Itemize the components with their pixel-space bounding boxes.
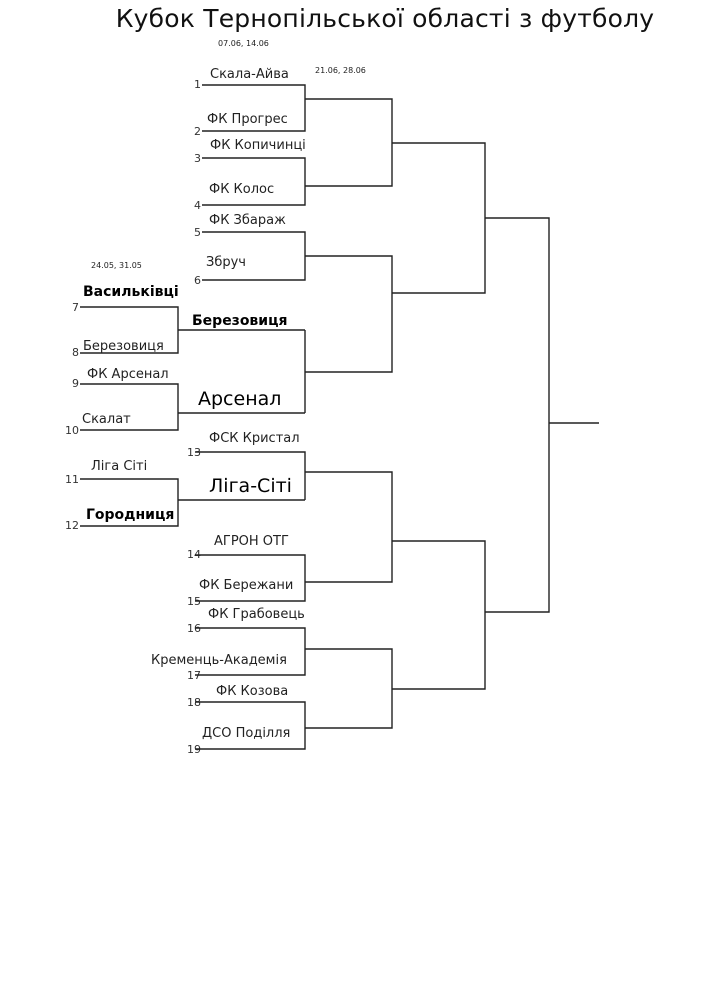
team-18: ФК Козова xyxy=(216,684,289,699)
team-7: Васильківці xyxy=(83,284,179,300)
team-15: ФК Бережани xyxy=(199,578,294,593)
date-round1: 07.06, 14.06 xyxy=(218,39,269,48)
seed-16: 16 xyxy=(187,622,201,635)
team-12: Городниця xyxy=(86,507,175,523)
seed-7: 7 xyxy=(72,301,79,314)
team-2: ФК Прогрес xyxy=(207,112,288,127)
page-title: Кубок Тернопільської області з футболу xyxy=(115,4,655,33)
seed-1: 1 xyxy=(194,78,201,91)
seed-14: 14 xyxy=(187,548,201,561)
seed-10: 10 xyxy=(65,424,79,437)
seed-6: 6 xyxy=(194,274,201,287)
winner-11-12: Ліга-Сіті xyxy=(209,475,292,497)
team-11: Ліга Сіті xyxy=(91,459,148,474)
seed-19: 19 xyxy=(187,743,201,756)
line-qf-3 xyxy=(305,472,392,582)
seed-5: 5 xyxy=(194,226,201,239)
seed-17: 17 xyxy=(187,669,201,682)
team-19: ДСО Поділля xyxy=(202,726,291,741)
date-prelim: 24.05, 31.05 xyxy=(91,261,142,270)
team-14: АГРОН ОТГ xyxy=(214,534,289,549)
team-13: ФСК Кристал xyxy=(209,431,300,446)
team-9: ФК Арсенал xyxy=(87,367,169,382)
team-17: Кременць-Академія xyxy=(151,653,287,668)
line-qf-1 xyxy=(305,99,392,186)
team-6: Збруч xyxy=(206,255,246,270)
seed-4: 4 xyxy=(194,199,201,212)
seed-15: 15 xyxy=(187,595,201,608)
winner-9-10: Арсенал xyxy=(198,388,282,410)
winner-7-8: Березовиця xyxy=(192,313,288,329)
line-qf-2 xyxy=(305,256,392,372)
seed-12: 12 xyxy=(65,519,79,532)
seed-9: 9 xyxy=(72,377,79,390)
team-16: ФК Грабовець xyxy=(208,607,305,622)
seed-3: 3 xyxy=(194,152,201,165)
team-3: ФК Копичинці xyxy=(210,138,306,153)
line-qf-4 xyxy=(305,649,392,728)
line-sf-1 xyxy=(392,143,485,293)
team-5: ФК Збараж xyxy=(209,213,286,228)
team-8: Березовиця xyxy=(83,339,164,354)
seed-18: 18 xyxy=(187,696,201,709)
seed-13: 13 xyxy=(187,446,201,459)
bracket-lines xyxy=(80,85,599,749)
seed-2: 2 xyxy=(194,125,201,138)
team-4: ФК Колос xyxy=(209,182,275,197)
seed-11: 11 xyxy=(65,473,79,486)
team-1: Скала-Айва xyxy=(210,67,289,82)
seed-8: 8 xyxy=(72,346,79,359)
line-sf-2 xyxy=(392,541,485,689)
team-10: Скалат xyxy=(82,412,131,427)
date-round2: 21.06, 28.06 xyxy=(315,66,366,75)
line-final xyxy=(485,218,549,612)
